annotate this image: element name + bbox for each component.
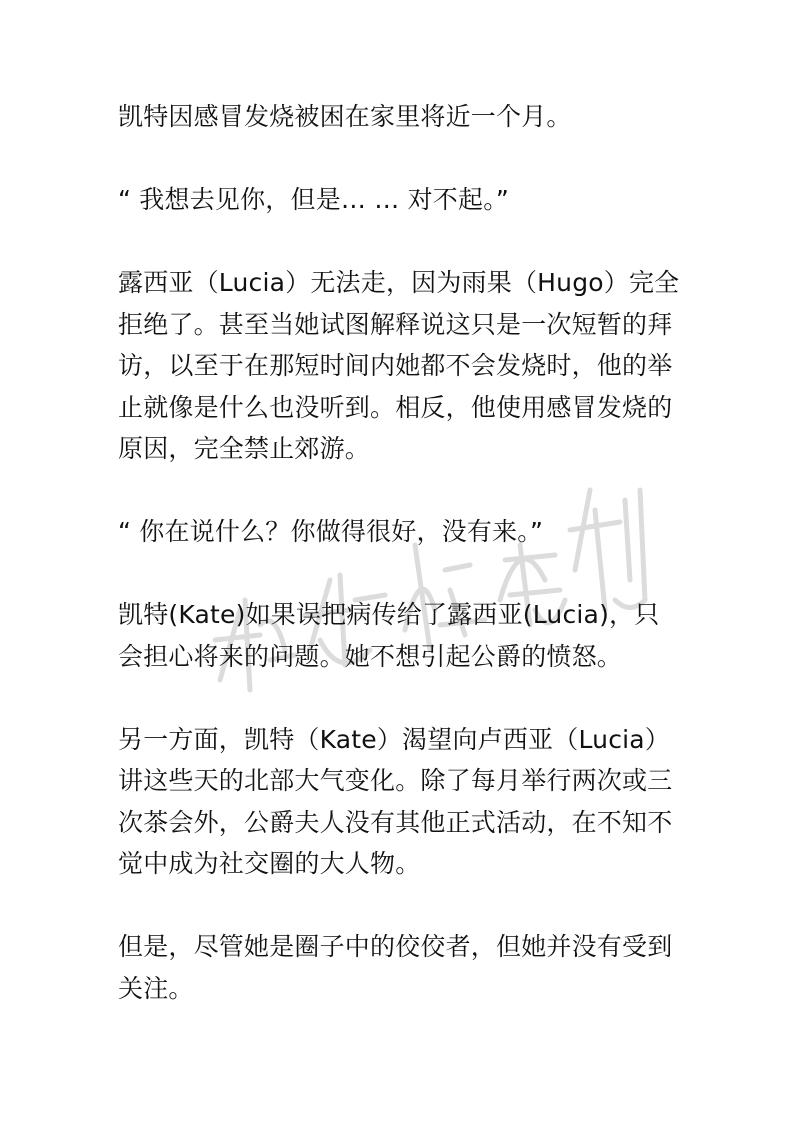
paragraph-7: 但是，尽管她是圈子中的佼佼者，但她并没有受到关注。	[118, 932, 673, 1003]
paragraph-1: 凯特因感冒发烧被困在家里将近一个月。	[118, 102, 572, 131]
paragraph-6: 另一方面，凯特（Kate）渴望向卢西亚（Lucia）讲这些天的北部大气变化。除了每月举行两次或三次茶会外，公爵夫人没有其他正式活动，在不知不觉中成为社交圈的大人物。	[118, 724, 673, 878]
paragraph-3: 露西亚（Lucia）无法走，因为雨果（Hugo）完全拒绝了。甚至当她试图解释说这只是一次短暂的拜访，以至于在那短时间内她都不会发烧时，他的举止就像是什么也没听到。相反，他使用感冒发烧的原因，完全禁止郊游。	[118, 268, 680, 463]
paragraph-4: “ 你在说什么？你做得很好，没有来。”	[118, 517, 544, 546]
document-body	[118, 96, 684, 1051]
paragraph-2: “ 我想去见你，但是… … 对不起。”	[118, 185, 510, 214]
paragraph-5: 凯特(Kate)如果误把病传给了露西亚(Lucia)，只会担心将来的问题。她不想引起公爵的愤怒。	[118, 600, 660, 671]
